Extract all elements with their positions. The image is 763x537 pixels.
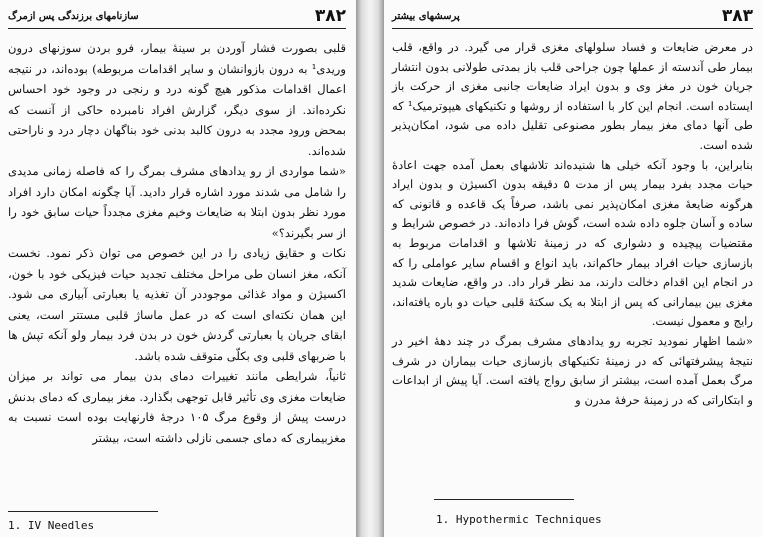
paragraph: نکات و حقایق زیادی را در این خصوص می توان ذکر نمود. نخست آنکه، مغز انسان طی مراحل مختلف تجدید حیات فیزیکی خود با خون، اکسیژن و مواد غذائی موجوددر آن تغذیه یا بعبارتی آبیاری می شود. این همان نکته‌ای است که در عمل ماساژ قلبی مستتر است، یعنی ابقای جریان یا بعبارتی گردش خون در بدن فرد بیمار ولو آنکه تپش ها با ضربهای قلبی وی بکلّی متوقف شده باشد. bbox=[8, 246, 346, 363]
book-gutter bbox=[356, 0, 384, 537]
page-number: ۳۸۳ bbox=[721, 6, 753, 26]
footnote-rule bbox=[8, 511, 158, 512]
left-page bbox=[0, 0, 356, 537]
body-text bbox=[8, 38, 346, 448]
running-title: سازنامهای برزندگی پس ازمرگ bbox=[8, 11, 139, 22]
footnote-rule bbox=[434, 499, 574, 500]
paragraph: بنابراین، با وجود آنکه خیلی ها شنیده‌اند تلاشهای بعمل آمده جهت اعادهٔ حیات مجدد بفرد بیمار پس از مدت ۵ دقیقه بدون اکسیژن و بدون ایراد هرگونه ضایعهٔ مغزی امکان‌پذیر نمی باشد، صرفاً یک قاعده و قانونی که ساده و آسان جلوه داده شده است، گوش فرا داده‌اند. در خصوص شرایط و مقتضیات پیچیده و دشواری که در زمینهٔ تلاشها و اقدامات مربوط به بازسازی حیات افراد بیمار حاکم‌اند، باید انواع و اقسام سایر عواملی را که در انجام این اقدام دخالت دارند، مد نظر قرار داد. در واقع، ضایعات شدید مغزی بین بیمارانی که پس از ابتلا به یک سکتهٔ قلبی حیات دو باره یافته‌اند، رایج و معمول نیست. bbox=[392, 157, 753, 329]
paragraph: در معرض ضایعات و فساد سلولهای مغزی قرار می گیرد. در واقع، قلب بیمار طی آندسته از عملها چون جراحی قلب باز بمدتی طولانی بدون انتشار جریان خون در مغز وی و بدون ایراد ضایعات جانبی مغزی از حرکت باز ایستاده است. انجام این کار با استفاده از روشها و تکنیکهای هیپوترمیک¹ که طی آنها دمای مغز بیمار بطور مصنوعی تقلیل داده می شود، امکان‌پذیر شده است. bbox=[392, 40, 754, 152]
paragraph: قلبی بصورت فشار آوردن بر سینهٔ بیمار، فرو بردن سوزنهای درون وریدی¹ به درون بازوانشان و سایر اقدامات مربوطه) بوده‌اند، در نتیجه اعمال اقدامات مذکور هیچ گونه درد و رنجی در وجود خود احساس نکرده‌اند. از سوی دیگر، گزارش افراد نامبرده حاکی از آنست که بمحض ورود مجدد به درون کالبد بدنی خود بناگهان دچار درد و ناراحتی شده‌اند. bbox=[8, 41, 346, 158]
footnote: 1. Hypothermic Techniques bbox=[436, 513, 602, 526]
body-text bbox=[392, 38, 753, 410]
page-header bbox=[8, 6, 346, 29]
right-page bbox=[384, 0, 763, 537]
paragraph: «شما اظهار نمودید تجربه رو یدادهای مشرف بمرگ در چند دههٔ اخیر در نتیجهٔ پیشرفتهائی که در زمینهٔ تکنیکهای بازسازی حیات بیماران در شرف مرگ بعمل آمده است، بیشتر از سابق رواج یافته است. آیا پیش از ابداعات و ابتکاراتی که در زمینهٔ حرفهٔ مدرن و bbox=[392, 333, 753, 407]
footnote: 1. IV Needles bbox=[8, 519, 95, 532]
running-title: پرسشهای بیشتر bbox=[392, 11, 460, 22]
paragraph: «شما مواردی از رو یدادهای مشرف بمرگ را که فاصله زمانی مدیدی را شامل می شدند مورد اشاره قرار دادید. آیا چگونه امکان دارد افراد مورد نظر بدون ابتلا به ضایعات وخیم مغزی مجدداً حیات سابق خود را از سر بگیرند؟» bbox=[8, 164, 346, 240]
page-number: ۳۸۲ bbox=[314, 6, 346, 26]
paragraph: ثانیاً، شرایطی مانند تغییرات دمای بدن بیمار می تواند بر میزان ضایعات مغزی وی تأثیر قابل توجهی بگذارد. مغز بیماری که دمای بدنش درست پیش از وقوع مرگ ۱۰۵ درجهٔ فارنهایت بوده است نسبت به مغزبیماری که دمای جسمی نازلی داشته است، بیشتر bbox=[8, 369, 347, 445]
page-header bbox=[392, 6, 753, 29]
